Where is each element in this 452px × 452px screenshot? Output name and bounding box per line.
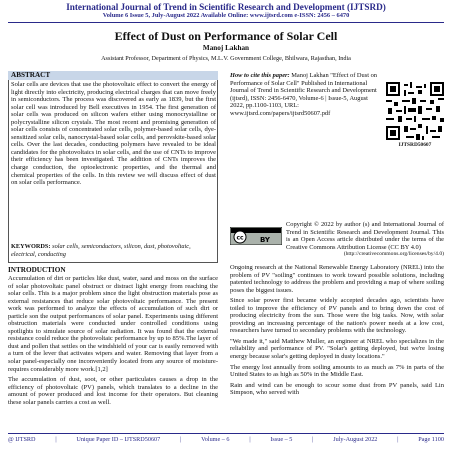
citation-text: Manoj Lakhan "Effect of Dust on Performance of Solar Cell" Published in International Journal of Trend in Scientific Research and Development (ijtsrd), ISSN: 2456-6470, Volume-6 | Issue-5, August 2022, pp.1100-1103, URL: www.ijtsrd.com/papers/ijtsrd50607.pdf bbox=[230, 72, 377, 117]
body-paragraph: "We made it," said Matthew Muller, an engineer at NREL who specializes in the reliability and performance of PV. "Solar's getting deployed, but we're losing energy because solar's getting deployed in dusty locations." bbox=[230, 337, 444, 361]
body-paragraph: The energy lost annually from soiling amounts to as much as 7% in parts of the United States to as high as 50% in the Middle East. bbox=[230, 363, 444, 379]
footer-paper-id: Unique Paper ID – IJTSRD50607 bbox=[76, 436, 161, 443]
keywords bbox=[11, 243, 216, 258]
cc-badge-label: BY bbox=[259, 236, 271, 244]
footer-rule bbox=[8, 433, 444, 434]
journal-title: International Journal of Trend in Scientific Research and Development (IJTSRD) bbox=[66, 2, 386, 12]
body-paragraph: Since solar power first became widely accepted decades ago, scientists have toiled to improve the efficiency of PV panels and to bring down the cost of producing electricity from the sun. Those were the big tasks. Now, with solar providing an increasing percentage of the nation's power needs at a low cost, researchers have turned to secondary problems with the technology. bbox=[230, 297, 444, 335]
license-text: Copyright © 2022 by author (s) and International Journal of Trend in Scientific Research and Development Journal. This is an Open Access article distributed under the terms of the Creative Commons Attribution License (CC BY 4.0) bbox=[286, 221, 444, 251]
intro-paragraph: Accumulation of dirt or particles like dust, water, sand and moss on the surface of solar photovoltaic panel obstruct or distract light energy from reaching the solar cells. This is a major problem since the light obstruction materials pose as external resistances that reduce solar photovoltaic performance. The present work was performed to analyze the effects of accumulation of such dirt or particle son the output performances of solar panel. Experiments using different obstruction materials were conducted under controlled conditions using spotlights to simulate source of solar radiation. It was found that the external resistance could reduce the photovoltaic performance by up to 85%.The layer of dust and pollen that settles on the windshield of your car is easily removed with a turn of the lever that activates wipers and water. Removing that layer from a solar panel-especially one inconveniently located from any source of moisture-requires considerably more work.[1,2] bbox=[8, 275, 218, 373]
introduction-body bbox=[8, 275, 218, 406]
body-paragraph: Rain and wind can be enough to scour some dust from PV panels, said Lin Simpson, who served with bbox=[230, 381, 444, 397]
footer-issue: Issue – 5 bbox=[270, 436, 293, 443]
journal-header bbox=[0, 2, 452, 20]
paper-title: Effect of Dust on Performance of Solar Cell bbox=[114, 29, 338, 43]
paper-id: IJTSRD50607 bbox=[398, 142, 432, 148]
qr-code-icon bbox=[386, 82, 444, 140]
abstract-text: Solar cells are devices that use the photovoltaic effect to convert the energy of light directly into electricity, producing electrical charges that can move freely in semiconductors. The process was discovered as early as 1839, but the first solar cell was introduced by Bell executives in 1954. The first generation of solar cells was produced on silicon wafers either using monocrystalline or polycrystalline silicon crystals. The most recent and promising generation of solar cells consists of concentrated solar cells, polymer-based solar cells, dye-sensitized solar cells, nanocrystal-based solar cells, and perovskite-based solar cells. Over the last decades, conducting polymers have revealed to be ideal candidates for the photovoltaics in solar cells, and the use of CNTs to improve their efficiency has been investigated. The addition of CNTs improves the charge conduction, the optoelectronic properties, and the thermal and chemical properties of the cells. In this review we will discuss effect of dust on solar cells performance. bbox=[11, 81, 216, 187]
journal-meta: Volume 6 Issue 5, July-August 2022 Available Online: www.ijtsrd.com e-ISSN: 2456 – 6470 bbox=[102, 12, 350, 19]
citation-block bbox=[230, 72, 380, 117]
page-footer: @ IJTSRD | Unique Paper ID – IJTSRD50607 | Volume – 6 | Issue – 5 | July-August 2022 | Page 1100 bbox=[8, 436, 444, 443]
footer-page: Page 1100 bbox=[418, 436, 444, 443]
keywords-list: solar cells, semiconductors, silicon, dust, photovoltaic, electrical, conducting bbox=[11, 243, 191, 258]
footer-journal: @ IJTSRD bbox=[8, 436, 36, 443]
author-affiliation: Assistant Professor, Department of Physics, M.L.V. Government College, Bhilwara, Rajasthan, India bbox=[101, 55, 351, 62]
footer-volume: Volume – 6 bbox=[201, 436, 230, 443]
footer-date: July-August 2022 bbox=[333, 436, 378, 443]
license-url: (http://creativecommons.org/licenses/by/4.0) bbox=[343, 251, 444, 257]
creative-commons-icon bbox=[230, 227, 282, 245]
abstract-heading: ABSTRACT bbox=[8, 71, 218, 80]
section-heading-introduction: INTRODUCTION bbox=[8, 266, 66, 274]
author-name: Manoj Lakhan bbox=[202, 44, 250, 52]
intro-paragraph: The accumulation of dust, soot, or other particulates causes a drop in the efficiency of photovoltaic (PV) panels, which translates to a decline in the amount of power produced and lost income for their operators. But cleaning these solar panels carries a cost as well. bbox=[8, 376, 218, 406]
svg-text:cc: cc bbox=[236, 234, 244, 242]
citation-lead: How to cite this paper: bbox=[230, 72, 290, 79]
keywords-label: KEYWORDS: bbox=[11, 243, 51, 250]
body-paragraph: Ongoing research at the National Renewable Energy Laboratory (NREL) into the problem of PV "soiling" continues to work toward possible solutions, including patented technology to address the problem and providing a map of where soiling poses the biggest issues. bbox=[230, 264, 444, 294]
right-column-body bbox=[230, 264, 444, 400]
header-rule bbox=[8, 22, 444, 23]
